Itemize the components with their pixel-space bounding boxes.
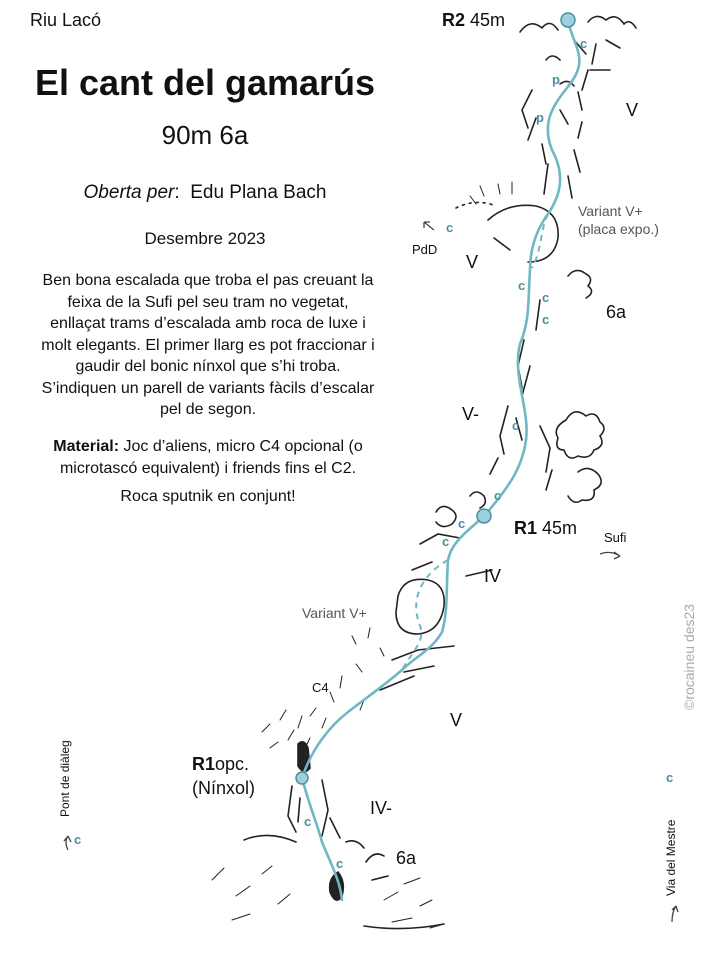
opened-by-label: Oberta per [83,182,175,203]
ninxol-label: (Nínxol) [192,778,256,798]
mestre-arrow-icon [672,906,678,922]
cam-marker: c [512,418,520,433]
grade-iv: IV [484,566,502,586]
cam-marker: c [518,278,526,293]
mestre-cam-marker: c [666,770,674,785]
cam-marker: c [336,856,344,871]
belay-r1-marker [477,509,491,523]
grade-vminus: V- [462,404,480,424]
cam-marker: c [446,220,454,235]
location-label: Riu Lacó [30,10,102,30]
rock-features [212,16,639,928]
grade-ivminus: IV- [370,798,393,818]
opened-by: Oberta per: Edu Plana Bach [83,182,327,203]
r2-label: R2 45m [442,10,506,30]
grade-top-v: V [626,100,639,120]
pdd-label: PdD [412,242,438,257]
pdd-arrow-icon [424,222,434,230]
variant-mid-label: Variant V+ [302,605,367,621]
pont-cam-marker: c [74,832,82,847]
rock-note: Roca sputnik en conjunt! [120,488,296,505]
r1-label: R1 45m [514,518,578,538]
cam-marker: c [494,488,502,503]
piton-marker: p [552,72,560,87]
grade-v-low: V [450,710,463,730]
material-text: Joc d’aliens, micro C4 opcional (o microtascó equivalent) i friends fins el C2. [59,438,363,477]
variant-top-note: (placa expo.) [578,221,659,237]
opened-by-name: Edu Plana Bach [190,182,327,203]
sufi-arrow-icon [600,552,620,559]
r1opc-label: R1opc. [192,754,250,774]
piton-marker: p [536,110,544,125]
author-credit: ©rocaineu des23 [681,603,697,710]
cam-marker: c [442,534,450,549]
variant-top-label: Variant V+ [578,203,643,219]
grade-6a-bottom: 6a [396,848,417,868]
cam-marker: c [304,814,312,829]
pont-arrow-icon [64,836,71,850]
cam-marker: c [542,290,550,305]
sufi-label: Sufi [604,530,627,545]
cam-marker: c [542,312,550,327]
material-label: Material: [53,438,120,455]
grade-6a-mid: 6a [606,302,627,322]
c4-label: C4 [312,680,329,695]
pont-de-dialeg-label: Pont de diàleg [58,740,72,817]
cam-marker: c [458,516,466,531]
route-line [302,22,579,900]
route-length-grade: 90m 6a [161,120,249,150]
belay-r1opc-marker [296,772,308,784]
via-del-mestre-label: Via del Mestre [664,819,678,896]
opening-date: Desembre 2023 [144,229,266,248]
grade-pdd-v: V [466,252,479,272]
route-title: El cant del gamarús [34,62,376,103]
route-description: Ben bona escalada que troba el pas creuant la feixa de la Sufi pel seu tram no vegetat, enllaçat trams d’escalada amb roca de luxe i molt elegants. El primer llarg es pot fraccionar i gaudir del bonic nínxol que s’hi troba. S’indiquen un parell de variants fàcils d’escalar pel de segon. [41,272,375,418]
cam-marker: c [580,36,588,51]
belay-r2-marker [561,13,575,27]
